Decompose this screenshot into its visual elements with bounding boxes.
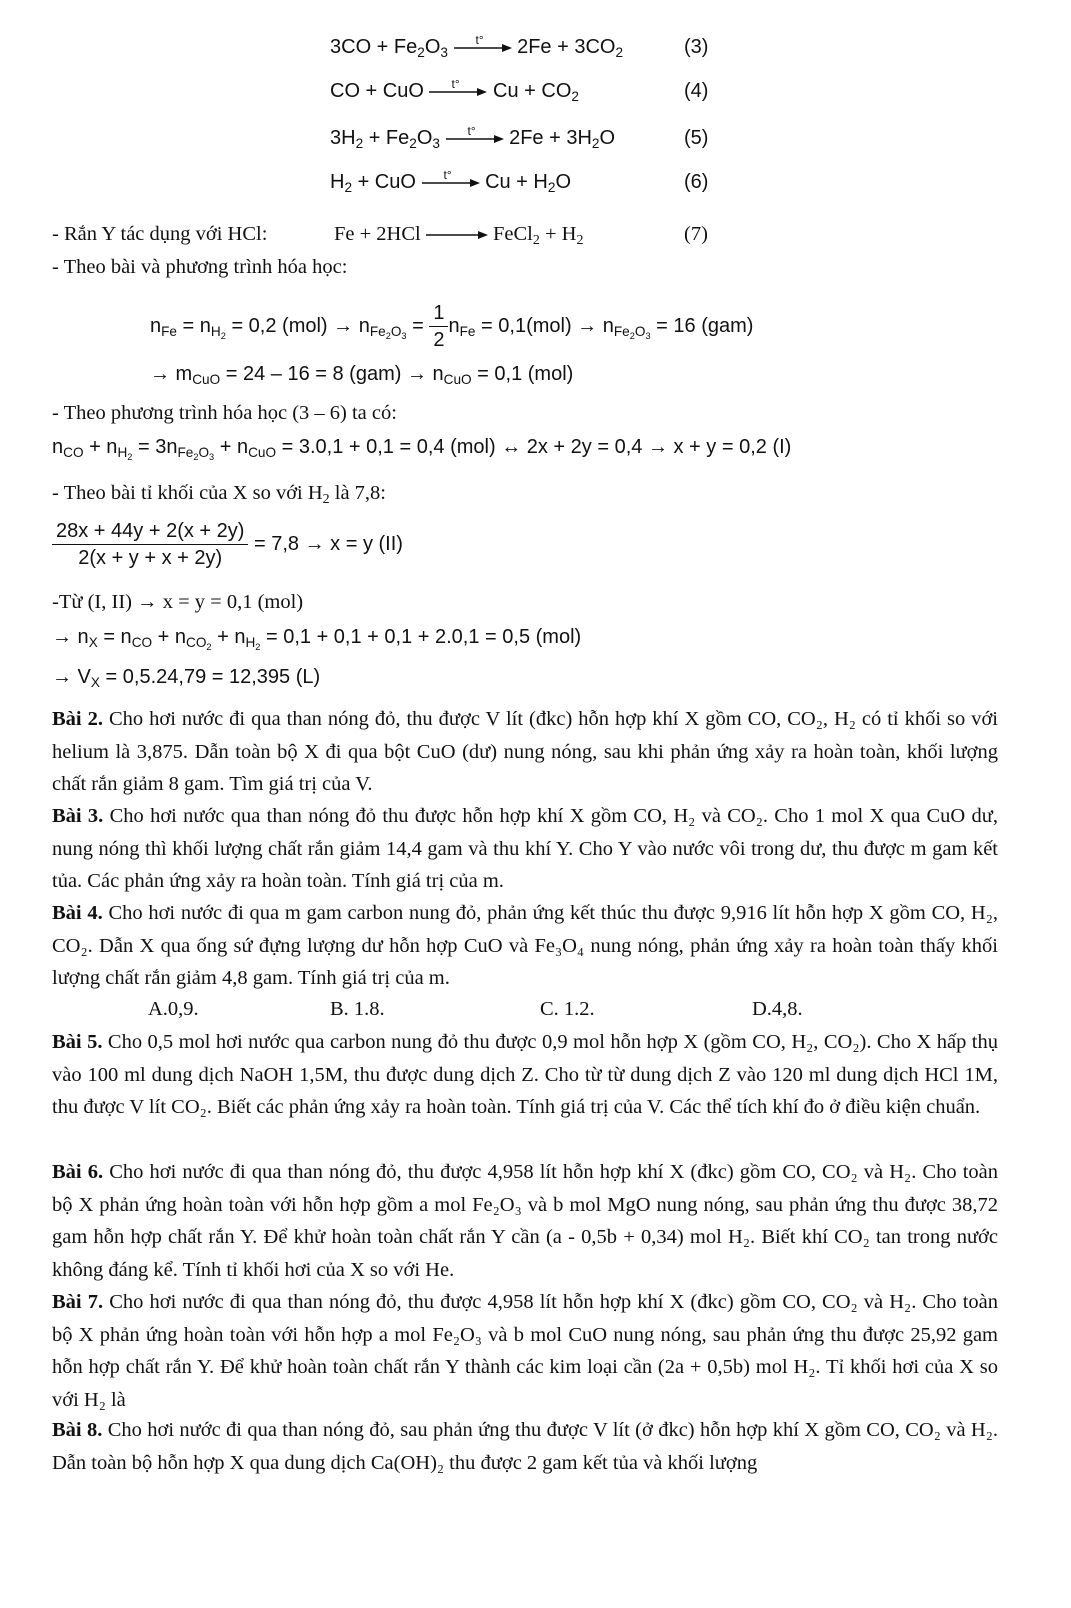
math-calc-6: → $V_X = 0,5.24,79 = 12,395$ (L) <box>52 666 321 691</box>
exercise-2: Bài 2. Cho hơi nước đi qua than nóng đỏ, thu được V lít (đkc) hỗn hợp khí X gồm CO, CO₂, H₂ có tỉ khối so với helium là 3,875. Dẫn toàn bộ X đi qua bột CuO (dư) nung nóng, sau khi phản ứng xảy ra hoàn toàn, khối lượng chất rắn giảm 8 gam. Tìm giá trị của V. <box>52 708 998 795</box>
solution-line: - Theo bài và phương trình hóa học: <box>52 256 348 278</box>
equation-5: $3H_2 + Fe_2O_3$ t° $2Fe + 3H_2O$ <box>330 123 616 152</box>
equation-7: Fe + 2HCl FeCl$_2$ + $H_2$ <box>334 223 584 249</box>
option-d: D.4,8. <box>752 998 803 1020</box>
reaction-arrow: t° <box>429 85 487 99</box>
solution-line: - Theo phương trình hóa học (3 – 6) ta có: <box>52 402 397 424</box>
reaction-arrow: t° <box>454 41 512 55</box>
option-a: A.0,9. <box>148 998 199 1020</box>
math-calc-2: → $m_{CuO} = 24 - 16 = 8$ $(gam) \to n_{CuO} = 0,1$ (mol) <box>150 363 574 388</box>
reaction-arrow: t° <box>446 132 504 146</box>
equation-number: (4) <box>684 80 709 102</box>
exercise-6: Bài 6. Cho hơi nước đi qua than nóng đỏ, thu được 4,958 lít hỗn hợp khí X (đkc) gồm CO, CO₂ và H₂. Cho toàn bộ X phản ứng hoàn toàn với hỗn hợp gồm a mol Fe₂O₃ và b mol MgO nung nóng, sau phản ứng thu được 38,72 gam hỗn hợp chất rắn Y. Để khử hoàn toàn chất rắn Y cần (a - 0,5b + 0,34) mol H₂. Biết khí CO₂ tan trong nước không đáng kể. Tính tỉ khối hơi của X so với He. <box>52 1161 998 1281</box>
equation-3: $3CO + Fe_2O_3$ t° $2Fe + 3CO_2$ <box>330 32 624 61</box>
math-calc-5: → $n_X = n_{CO} + n_{CO_2} + n_{H_2} = 0,1 + 0,1 + 0,1 + 2.0,1 = 0,5$ (mol) <box>52 626 582 652</box>
solution-line: -Từ (I, II) → x = y = 0,1 (mol) <box>52 591 304 613</box>
equation-6: $H_2$ + CuO t° $Cu + H_2O$ <box>330 167 571 196</box>
option-c: C. 1.2. <box>540 998 595 1020</box>
math-calc-4: $\frac{28x + 44y + 2(x + 2y)}{2(x + y + x + 2y)}$ = 7,8 → x = y (II) <box>52 518 403 571</box>
exercise-4: Bài 4. Cho hơi nước đi qua m gam carbon nung đỏ, phản ứng kết thúc thu được 9,916 lít hỗn hợp X gồm CO, H₂, CO₂. Dẫn X qua ống sứ đựng lượng dư hỗn hợp CuO và Fe₃O₄ nung nóng, phản ứng xảy ra hoàn toàn thấy khối lượng chất rắn giảm 4,8 gam. Tính giá trị của m. <box>52 902 998 989</box>
exercise-3: Bài 3. Cho hơi nước qua than nóng đỏ thu được hỗn hợp khí X gồm CO, H₂ và CO₂. Cho 1 mol X qua CuO dư, nung nóng thì khối lượng chất rắn giảm 14,4 gam và thu khí Y. Cho Y vào nước vôi trong dư, thu được m gam kết tủa. Các phản ứng xảy ra hoàn toàn. Tính giá trị của m. <box>52 805 998 892</box>
option-b: B. 1.8. <box>330 998 385 1020</box>
exercise-7: Bài 7. Cho hơi nước đi qua than nóng đỏ, thu được 4,958 lít hỗn hợp khí X (đkc) gồm CO, CO₂ và H₂. Cho toàn bộ X phản ứng hoàn toàn với hỗn hợp a mol Fe₂O₃ và b mol CuO nung nóng, sau phản ứng thu được 25,92 gam hỗn hợp chất rắn Y. Để khử hoàn toàn chất rắn Y thành các kim loại cần (2a + 0,5b) mol H₂. Tỉ khối hơi của X so với H₂ là <box>52 1291 998 1411</box>
math-calc-1: $n_{Fe} = n_{H_2} = 0,2$ $(mol) \to n_{Fe_2O_3}$ = $\frac{1}{2}$ $n_{Fe} = 0,1(mol) \to n_{Fe_2O_3} = 16$ (gam) <box>150 302 754 351</box>
exercise-5: Bài 5. Cho 0,5 mol hơi nước qua carbon nung đỏ thu được 0,9 mol hỗn hợp X (gồm CO, H₂, CO₂). Cho X hấp thụ vào 100 ml dung dịch NaOH 1,5M, thu được dung dịch Z. Cho từ từ dung dịch Z vào 120 ml dung dịch HCl 1M, thu được V lít CO₂. Biết các phản ứng xảy ra hoàn toàn. Tính giá trị của V. Các thể tích khí đo ở điều kiện chuẩn. <box>52 1031 999 1118</box>
reaction-arrow <box>426 228 488 242</box>
equation-4: CO + CuO t° $Cu + CO_2$ <box>330 76 579 105</box>
equation-7-intro: - Rắn Y tác dụng với HCl: <box>52 223 268 245</box>
equation-number: (6) <box>684 171 709 193</box>
equation-number: (7) <box>684 223 708 245</box>
reaction-arrow: t° <box>422 176 480 190</box>
math-calc-3: $n_{CO} + n_{H_2} = 3n_{Fe_2O_3} + n_{CuO} = 3.0,1 + 0,1 = 0,4$ (mol) ↔ 2x + 2y = 0,4 → x + y = 0,2 (I) <box>52 436 792 462</box>
equation-number: (3) <box>684 36 709 58</box>
exercise-8: Bài 8. Cho hơi nước đi qua than nóng đỏ, sau phản ứng thu được V lít (ở đkc) hỗn hợp khí X gồm CO, CO₂ và H₂. Dẫn toàn bộ hỗn hợp X qua dung dịch Ca(OH)₂ thu được 2 gam kết tủa và khối lượng <box>52 1419 998 1474</box>
solution-line: - Theo bài tỉ khối của X so với $H_2$ là 7,8: <box>52 482 386 508</box>
equation-number: (5) <box>684 127 709 149</box>
